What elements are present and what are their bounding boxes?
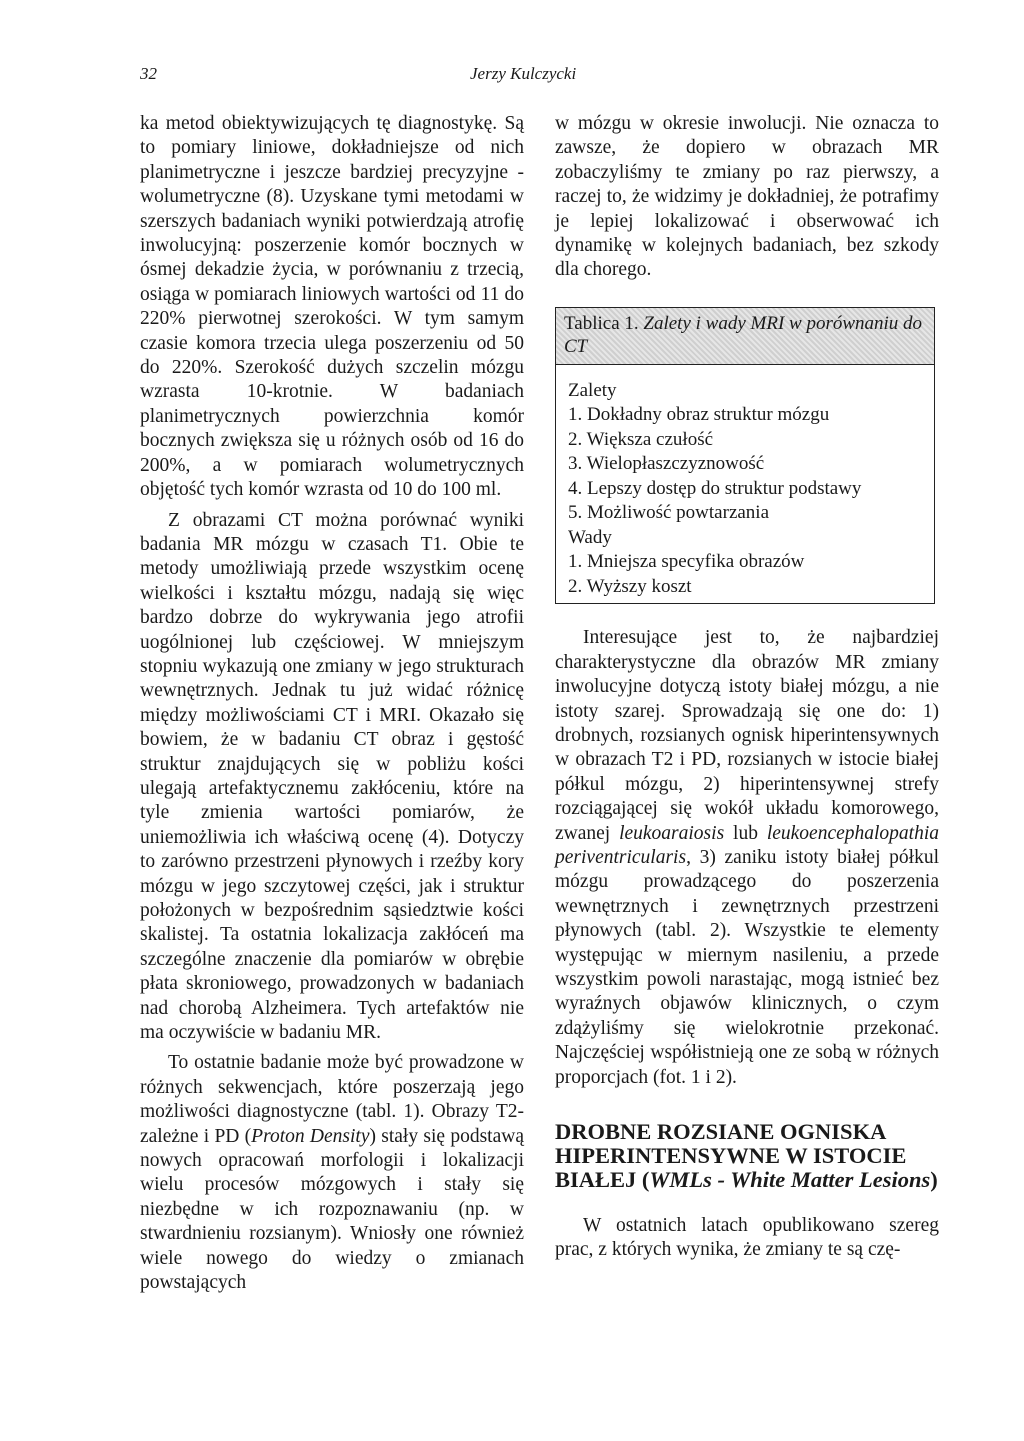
paragraph: To ostatnie badanie może być prowadzone w różnych sekwencjach, które poszerzają jego możliwości diagnostyczne (tabl. 1). Obrazy T2-zależne i PD (Proton Density) stały się podstawą nowych opracowań morfologii i lokalizacji wielu procesów mózgowych i stały się niezbędne w ich rozpoznawaniu (np. w stwardnieniu rozsianym). Wniosły one również wiele nowego do wiedzy o zmianach powstających bbox=[140, 1052, 524, 1294]
list-item: 2. Wyższy koszt bbox=[568, 575, 692, 597]
emphasis: leukoencephalopathia periventricularis bbox=[555, 822, 940, 868]
list-item: 1. Mniejsza specyfika obrazów bbox=[568, 551, 805, 573]
paragraph: W ostatnich latach opublikowano szereg prac, z których wynika, że zmiany te są czę- bbox=[555, 1215, 939, 1261]
emphasis: leukoaraiosis bbox=[619, 822, 725, 844]
paragraph: Interesujące jest to, że najbardziej charakterystyczne dla obrazów MR zmiany inwolucyjne dotyczą istoty białej mózgu, a nie istoty szarej. Sprowadzają się one do: 1) drobnych, rozsianych ognisk hiperintensywnych w obrazach T2 i PD, rozsianych w istocie białej półkul mózgu, 2) hiperintensywnej strefy rozciągającej się wokół układu komorowego, zwanej leukoaraiosis lub leukoencephalopathia periventricularis, 3) zaniku istoty białej półkul mózgu prowadzącego do poszerzenia wewnętrznych i zewnętrznych przestrzeni płynowych (tabl. 2). Wszystkie te elementy występując w miernym nasileniu, a przede wszystkim powoli narastając, mogą istnieć bez wyraźnych objawów klinicznych, o czym zdążyliśmy się wielokrotnie przekonać. Najczęściej współistnieją one ze sobą w różnych proporcjach (fot. 1 i 2). bbox=[555, 627, 940, 1088]
advantages-list bbox=[568, 403, 922, 526]
left-column bbox=[140, 112, 524, 1296]
disadvantages-list bbox=[568, 550, 922, 599]
table-title: Zalety i wady MRI w porównaniu do CT bbox=[564, 312, 923, 357]
list-item: 3. Wielopłaszczyznowość bbox=[568, 453, 765, 475]
paragraph: Z obrazami CT można porównać wyniki badania MR mózgu w czasach T1. Obie te metody umożliwiają przede wszystkim ocenę wielkości i kształtu mózgu, nadają się więc bardzo dobrze do wykrywania jego atrofii uogólnionej lub częściowej. W mniejszym stopniu wykazują one zmiany w jego strukturach wewnętrznych. Jednak tu już widać różnicę między możliwościami CT i MRI. Okazało się bowiem, że w badaniu CT obraz i gęstość struktur znajdujących się w pobliżu kości ulegają artefaktycznemu zakłóceniu, które na tyle zmienia wartości pomiarów, że uniemożliwia ich właściwą ocenę (4). Dotyczy to zarówno przestrzeni płynowych i rzeźby kory mózgu w jego szczytowej części, jak i struktur położonych w bezpośrednim sąsiedztwie kości skalistej. Ta ostatnia lokalizacja zakłóceń ma szczególne znaczenie dla pomiarów w obrębie płata skroniowego, prowadzonych w badaniach nad chorobą Alzheimera. Tych artefaktów nie ma oczywiście w badaniu MR. bbox=[140, 509, 524, 1044]
heading-italic: WMLs - White Matter Lesions bbox=[649, 1167, 931, 1193]
running-head-author: Jerzy Kulczycki bbox=[470, 64, 577, 83]
right-column bbox=[555, 112, 939, 1263]
section-heading: DROBNE ROZSIANE OGNISKA HIPERINTENSYWNE W ISTOCIE BIAŁEJ (WMLs - White Matter Lesions) bbox=[555, 1119, 938, 1193]
table-label: Tablica 1. bbox=[564, 312, 639, 334]
page-number: 32 bbox=[140, 64, 157, 83]
table-body bbox=[556, 365, 934, 604]
advantages-header: Zalety bbox=[568, 379, 617, 401]
list-item: 1. Dokładny obraz struktur mózgu bbox=[568, 404, 830, 426]
table-caption bbox=[556, 308, 934, 365]
list-item: 5. Możliwość powtarzania bbox=[568, 502, 770, 524]
list-item: 4. Lepszy dostęp do struktur podstawy bbox=[568, 477, 862, 499]
disadvantages-header: Wady bbox=[568, 526, 612, 548]
list-item: 2. Większa czułość bbox=[568, 428, 714, 450]
emphasis: Proton Density bbox=[251, 1125, 370, 1147]
table-1 bbox=[555, 307, 935, 605]
paragraph: w mózgu w okresie inwolucji. Nie oznacza to zawsze, że dopiero w obrazach MR zobaczyliśmy te zmiany po raz pierwszy, a raczej to, że widzimy je dokładniej, że potrafimy je lepiej lokalizować i obserwować ich dynamikę w kolejnych badaniach, bez szkody dla chorego. bbox=[555, 113, 939, 281]
paragraph: ka metod obiektywizujących tę diagnostykę. Są to pomiary liniowe, dokładniejsze od nich planimetryczne i jeszcze bardziej precyzyjne - wolumetryczne (8). Uzyskane tymi metodami w szerszych badaniach wyniki potwierdzają atrofię inwolucyjną: poszerzenie komór bocznych w ósmej dekadzie życia, w porównaniu z trzecią, osiąga w pomiarach liniowych wartości od 11 do 220% pierwotnej szerokości. W tym samym czasie komora trzecia ulega poszerzeniu od 50 do 220%. Szerokość dużych szczelin mózgu wzrasta 10-krotnie. W badaniach planimetrycznych powierzchnia komór bocznych zwiększa się u różnych osób od 16 do 200%, a w pomiarach wolumetrycznych objętość tych komór wzrasta od 10 do 100 ml. bbox=[140, 113, 524, 501]
